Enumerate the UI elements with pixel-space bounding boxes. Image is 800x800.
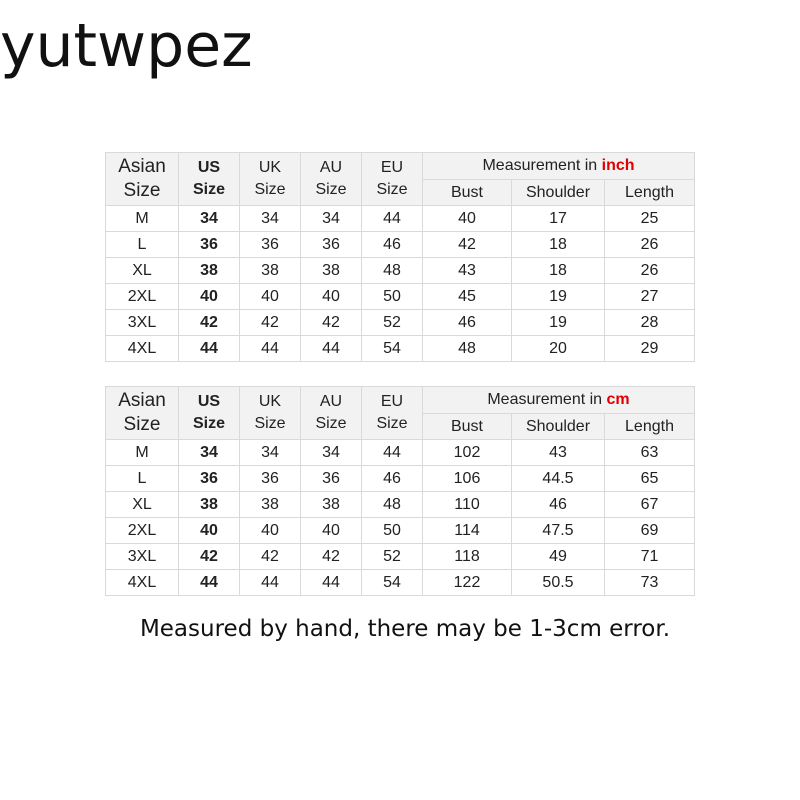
cell-eu: 50 (362, 284, 423, 310)
cell-eu: 50 (362, 518, 423, 544)
cell-asian: 2XL (106, 518, 179, 544)
cell-us: 40 (179, 284, 240, 310)
cell-uk: 40 (240, 518, 301, 544)
cell-length: 63 (605, 440, 695, 466)
measurement-prefix: Measurement in (482, 157, 602, 174)
header-size: Size (315, 181, 347, 198)
cell-bust: 110 (423, 492, 512, 518)
brand-name: yutwpez (0, 11, 253, 81)
cell-shoulder: 50.5 (512, 570, 605, 596)
cell-eu: 52 (362, 310, 423, 336)
table-row (106, 336, 695, 362)
header-size: Size (254, 415, 286, 432)
cell-bust: 43 (423, 258, 512, 284)
cell-uk: 40 (240, 284, 301, 310)
cell-length: 26 (605, 232, 695, 258)
cell-shoulder: 19 (512, 310, 605, 336)
header-au-size (301, 153, 362, 206)
cell-uk: 38 (240, 492, 301, 518)
cell-uk: 42 (240, 310, 301, 336)
cell-us: 38 (179, 492, 240, 518)
table-row (106, 206, 695, 232)
header-size: Size (376, 181, 408, 198)
header-uk-size (240, 387, 301, 440)
header-size: Size (123, 180, 161, 201)
header-asian-size (106, 153, 179, 206)
header-bust: Bust (423, 180, 512, 206)
cell-bust: 42 (423, 232, 512, 258)
cell-eu: 46 (362, 466, 423, 492)
cell-us: 40 (179, 518, 240, 544)
cell-asian: 4XL (106, 570, 179, 596)
cell-uk: 36 (240, 232, 301, 258)
table-row (106, 570, 695, 596)
cell-bust: 40 (423, 206, 512, 232)
size-table-inch (105, 152, 695, 362)
header-size: Size (192, 181, 225, 198)
cell-au: 36 (301, 466, 362, 492)
cell-asian: 4XL (106, 336, 179, 362)
cell-uk: 36 (240, 466, 301, 492)
header-us-size (179, 153, 240, 206)
cell-bust: 48 (423, 336, 512, 362)
cell-au: 42 (301, 544, 362, 570)
cell-shoulder: 43 (512, 440, 605, 466)
header-au-size (301, 387, 362, 440)
cell-uk: 42 (240, 544, 301, 570)
header-uk: UK (258, 159, 282, 176)
size-table-cm (105, 386, 695, 596)
cell-us: 36 (179, 232, 240, 258)
cell-shoulder: 44.5 (512, 466, 605, 492)
header-asian-size (106, 387, 179, 440)
cell-bust: 122 (423, 570, 512, 596)
header-asian: Asian (118, 390, 166, 411)
cell-asian: 3XL (106, 544, 179, 570)
cell-us: 44 (179, 336, 240, 362)
header-size: Size (315, 415, 347, 432)
header-bust: Bust (423, 414, 512, 440)
header-shoulder: Shoulder (512, 414, 605, 440)
cell-au: 40 (301, 284, 362, 310)
cell-au: 36 (301, 232, 362, 258)
header-shoulder: Shoulder (512, 180, 605, 206)
measurement-note: Measured by hand, there may be 1-3cm error. (139, 616, 671, 642)
cell-us: 42 (179, 310, 240, 336)
cell-bust: 118 (423, 544, 512, 570)
cell-eu: 44 (362, 440, 423, 466)
cell-uk: 44 (240, 570, 301, 596)
cell-bust: 106 (423, 466, 512, 492)
header-us: US (197, 159, 221, 176)
header-size: Size (254, 181, 286, 198)
cell-us: 38 (179, 258, 240, 284)
cell-shoulder: 17 (512, 206, 605, 232)
cell-shoulder: 19 (512, 284, 605, 310)
header-au: AU (319, 393, 343, 410)
header-eu: EU (380, 393, 404, 410)
header-uk-size (240, 153, 301, 206)
header-size: Size (192, 415, 225, 432)
cell-eu: 44 (362, 206, 423, 232)
cell-shoulder: 46 (512, 492, 605, 518)
cell-asian: 3XL (106, 310, 179, 336)
cell-bust: 102 (423, 440, 512, 466)
measurement-title (423, 153, 695, 180)
cell-us: 42 (179, 544, 240, 570)
cell-au: 42 (301, 310, 362, 336)
measurement-unit: cm (606, 391, 630, 408)
table-row (106, 466, 695, 492)
cell-length: 29 (605, 336, 695, 362)
header-size: Size (376, 415, 408, 432)
cell-eu: 52 (362, 544, 423, 570)
cell-asian: M (106, 206, 179, 232)
cell-asian: M (106, 440, 179, 466)
cell-eu: 48 (362, 492, 423, 518)
cell-length: 73 (605, 570, 695, 596)
cell-au: 44 (301, 336, 362, 362)
table-row (106, 440, 695, 466)
cell-eu: 46 (362, 232, 423, 258)
cell-uk: 34 (240, 440, 301, 466)
cell-au: 34 (301, 440, 362, 466)
cell-asian: XL (106, 492, 179, 518)
cell-uk: 38 (240, 258, 301, 284)
cell-length: 71 (605, 544, 695, 570)
header-length: Length (605, 414, 695, 440)
cell-length: 25 (605, 206, 695, 232)
cell-eu: 48 (362, 258, 423, 284)
cell-bust: 46 (423, 310, 512, 336)
cell-au: 34 (301, 206, 362, 232)
cell-eu: 54 (362, 336, 423, 362)
cell-us: 44 (179, 570, 240, 596)
cell-au: 40 (301, 518, 362, 544)
cell-length: 67 (605, 492, 695, 518)
cell-us: 36 (179, 466, 240, 492)
cell-au: 38 (301, 492, 362, 518)
header-us-size (179, 387, 240, 440)
table-row (106, 310, 695, 336)
cell-au: 38 (301, 258, 362, 284)
table-row (106, 258, 695, 284)
cell-length: 69 (605, 518, 695, 544)
cell-bust: 114 (423, 518, 512, 544)
cell-shoulder: 18 (512, 258, 605, 284)
header-length: Length (605, 180, 695, 206)
cell-eu: 54 (362, 570, 423, 596)
cell-au: 44 (301, 570, 362, 596)
cell-shoulder: 47.5 (512, 518, 605, 544)
cell-uk: 44 (240, 336, 301, 362)
table-row (106, 518, 695, 544)
cell-asian: L (106, 232, 179, 258)
measurement-prefix: Measurement in (487, 391, 607, 408)
cell-us: 34 (179, 206, 240, 232)
cell-shoulder: 49 (512, 544, 605, 570)
table-row (106, 284, 695, 310)
table-row (106, 232, 695, 258)
cell-length: 28 (605, 310, 695, 336)
header-us: US (197, 393, 221, 410)
cell-asian: XL (106, 258, 179, 284)
cell-length: 27 (605, 284, 695, 310)
cell-asian: L (106, 466, 179, 492)
cell-shoulder: 18 (512, 232, 605, 258)
cell-uk: 34 (240, 206, 301, 232)
cell-us: 34 (179, 440, 240, 466)
cell-asian: 2XL (106, 284, 179, 310)
table-row (106, 492, 695, 518)
cell-bust: 45 (423, 284, 512, 310)
table-row (106, 544, 695, 570)
header-eu-size (362, 153, 423, 206)
header-asian: Asian (118, 156, 166, 177)
header-au: AU (319, 159, 343, 176)
cell-length: 26 (605, 258, 695, 284)
header-size: Size (123, 414, 161, 435)
measurement-title (423, 387, 695, 414)
header-uk: UK (258, 393, 282, 410)
cell-length: 65 (605, 466, 695, 492)
header-eu: EU (380, 159, 404, 176)
measurement-unit: inch (601, 157, 635, 174)
cell-shoulder: 20 (512, 336, 605, 362)
header-eu-size (362, 387, 423, 440)
